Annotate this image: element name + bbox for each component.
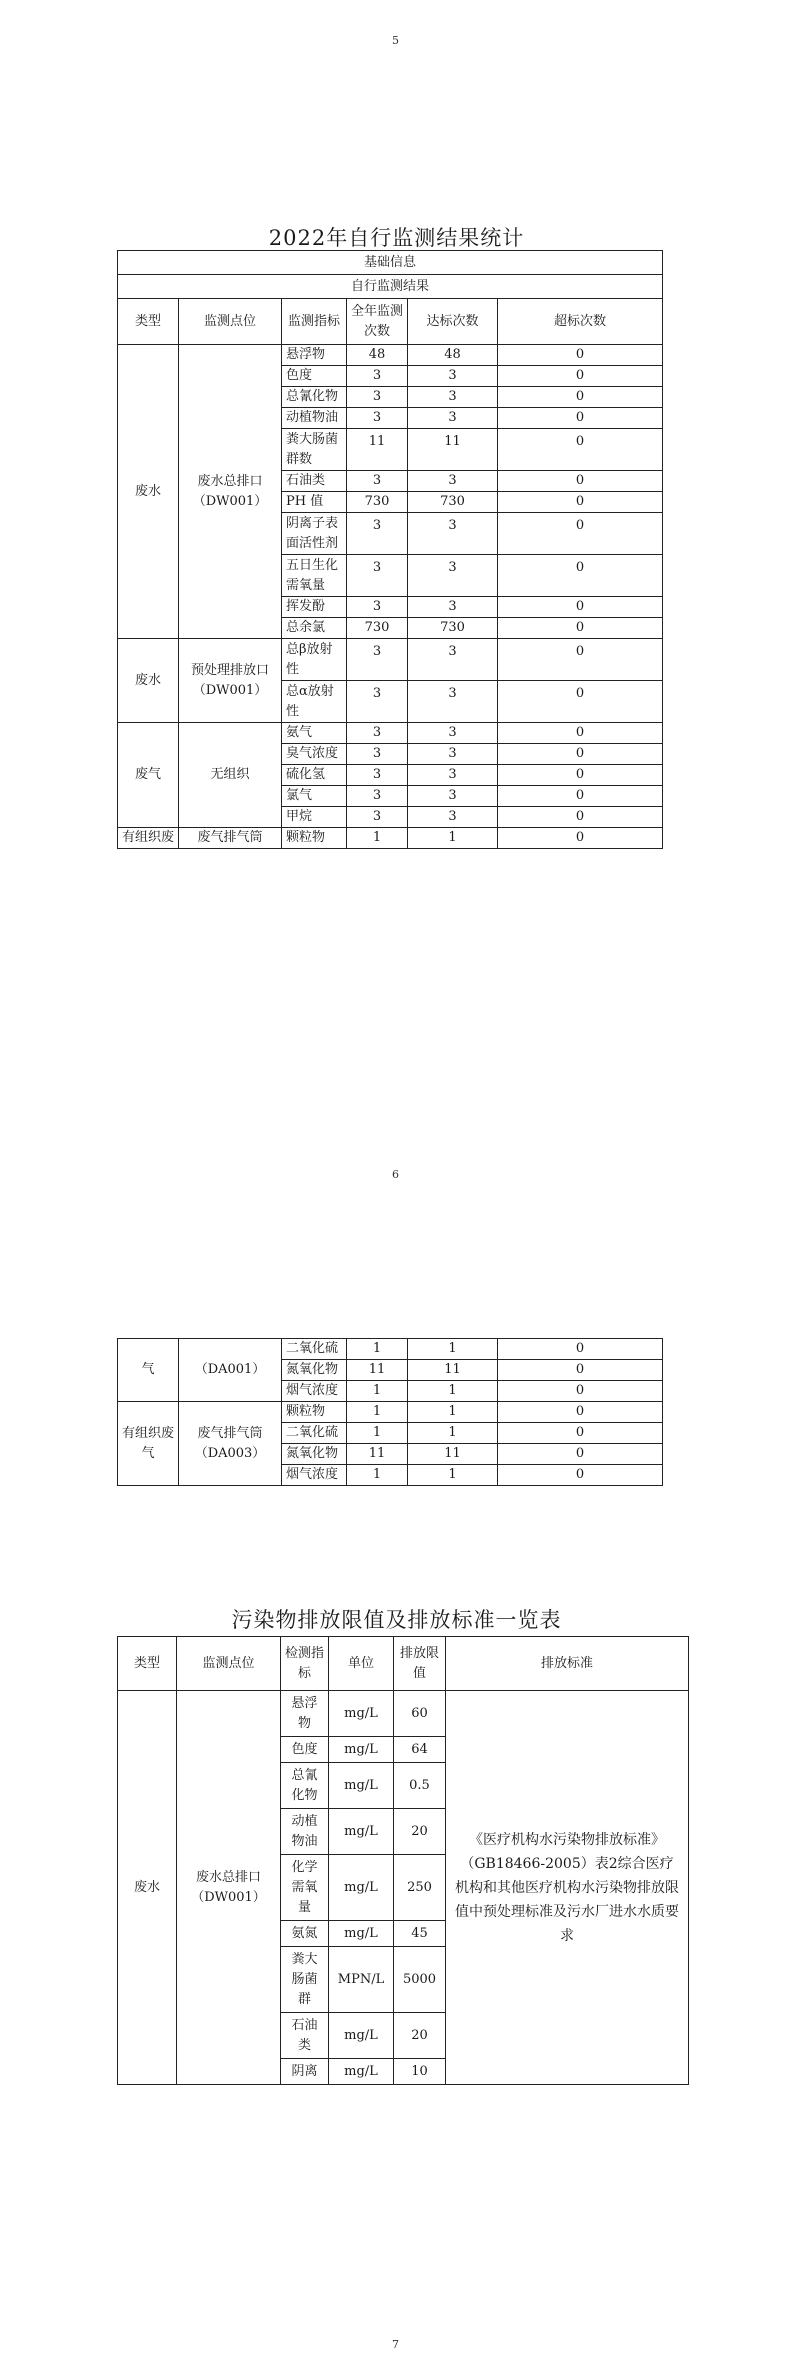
exceed-count-cell: 0 xyxy=(498,807,663,828)
column-header: 全年监测次数 xyxy=(347,299,408,345)
pass-count-cell: 3 xyxy=(408,513,498,555)
indicator-cell: 颗粒物 xyxy=(282,1402,347,1423)
type-cell: 废水 xyxy=(118,345,179,639)
indicator-cell: 动植物油 xyxy=(282,408,347,429)
table-row xyxy=(118,723,663,744)
indicator-cell: 五日生化需氧量 xyxy=(282,555,347,597)
limit-cell: 5000 xyxy=(394,1947,446,2013)
total-count-cell: 1 xyxy=(347,1423,408,1444)
monitoring-result-header: 自行监测结果 xyxy=(118,275,663,299)
pass-count-cell: 3 xyxy=(408,723,498,744)
indicator-cell: 总β放射性 xyxy=(282,639,347,681)
total-count-cell: 3 xyxy=(347,723,408,744)
indicator-cell: 粪大 肠菌 群 xyxy=(281,1947,329,2013)
pass-count-cell: 3 xyxy=(408,366,498,387)
column-header: 排放标准 xyxy=(446,1637,689,1691)
indicator-cell: 动植 物油 xyxy=(281,1809,329,1855)
emission-limits-table xyxy=(117,1636,689,2085)
site-cell: 废水总排口 （DW001） xyxy=(179,345,282,639)
total-count-cell: 3 xyxy=(347,387,408,408)
limit-cell: 250 xyxy=(394,1855,446,1921)
type-cell: 废气 xyxy=(118,723,179,828)
exceed-count-cell: 0 xyxy=(498,1444,663,1465)
total-count-cell: 1 xyxy=(347,1339,408,1360)
unit-cell: mg/L xyxy=(329,1855,394,1921)
pass-count-cell: 48 xyxy=(408,345,498,366)
pass-count-cell: 730 xyxy=(408,618,498,639)
total-count-cell: 1 xyxy=(347,1402,408,1423)
exceed-count-cell: 0 xyxy=(498,387,663,408)
table2-title: 污染物排放限值及排放标准一览表 xyxy=(231,1608,562,1632)
pass-count-cell: 3 xyxy=(408,765,498,786)
indicator-cell: PH 值 xyxy=(282,492,347,513)
indicator-cell: 粪大肠菌群数 xyxy=(282,429,347,471)
indicator-cell: 阴离 xyxy=(281,2059,329,2085)
pass-count-cell: 3 xyxy=(408,744,498,765)
total-count-cell: 3 xyxy=(347,744,408,765)
exceed-count-cell: 0 xyxy=(498,1423,663,1444)
table-header-row xyxy=(118,299,663,345)
table-row xyxy=(118,1691,689,1737)
site-cell: （DA001） xyxy=(179,1339,282,1402)
indicator-cell: 氯气 xyxy=(282,786,347,807)
pass-count-cell: 730 xyxy=(408,492,498,513)
total-count-cell: 11 xyxy=(347,1360,408,1381)
total-count-cell: 1 xyxy=(347,1465,408,1486)
exceed-count-cell: 0 xyxy=(498,1360,663,1381)
exceed-count-cell: 0 xyxy=(498,744,663,765)
pass-count-cell: 3 xyxy=(408,807,498,828)
column-header: 监测点位 xyxy=(177,1637,281,1691)
unit-cell: mg/L xyxy=(329,1921,394,1947)
column-header: 超标次数 xyxy=(498,299,663,345)
type-cell: 有组织废 气 xyxy=(118,1402,179,1486)
limit-cell: 10 xyxy=(394,2059,446,2085)
column-header: 达标次数 xyxy=(408,299,498,345)
limit-cell: 20 xyxy=(394,2013,446,2059)
unit-cell: mg/L xyxy=(329,1763,394,1809)
page-number: 7 xyxy=(392,2338,399,2351)
site-cell: 废水总排口 （DW001） xyxy=(177,1691,281,2085)
limit-cell: 64 xyxy=(394,1737,446,1763)
monitoring-results-body xyxy=(118,251,663,849)
indicator-cell: 氨氮 xyxy=(281,1921,329,1947)
pass-count-cell: 3 xyxy=(408,597,498,618)
exceed-count-cell: 0 xyxy=(498,618,663,639)
column-header: 排放限值 xyxy=(394,1637,446,1691)
exceed-count-cell: 0 xyxy=(498,681,663,723)
pass-count-cell: 11 xyxy=(408,1444,498,1465)
limit-cell: 60 xyxy=(394,1691,446,1737)
exceed-count-cell: 0 xyxy=(498,597,663,618)
total-count-cell: 3 xyxy=(347,639,408,681)
pass-count-cell: 3 xyxy=(408,471,498,492)
pass-count-cell: 1 xyxy=(408,1465,498,1486)
exceed-count-cell: 0 xyxy=(498,408,663,429)
pass-count-cell: 3 xyxy=(408,786,498,807)
page-number: 5 xyxy=(392,34,399,47)
limit-cell: 45 xyxy=(394,1921,446,1947)
pass-count-cell: 3 xyxy=(408,555,498,597)
indicator-cell: 阴离子表面活性剂 xyxy=(282,513,347,555)
indicator-cell: 甲烷 xyxy=(282,807,347,828)
column-header: 检测指标 xyxy=(281,1637,329,1691)
total-count-cell: 11 xyxy=(347,429,408,471)
indicator-cell: 烟气浓度 xyxy=(282,1381,347,1402)
monitoring-results-table xyxy=(117,250,663,849)
monitoring-results-continued-body xyxy=(118,1339,663,1486)
indicator-cell: 烟气浓度 xyxy=(282,1465,347,1486)
emission-limits-body xyxy=(118,1637,689,2085)
pass-count-cell: 11 xyxy=(408,429,498,471)
limit-cell: 20 xyxy=(394,1809,446,1855)
total-count-cell: 3 xyxy=(347,807,408,828)
total-count-cell: 730 xyxy=(347,492,408,513)
indicator-cell: 总余氯 xyxy=(282,618,347,639)
table-row xyxy=(118,1339,663,1360)
pass-count-cell: 3 xyxy=(408,408,498,429)
total-count-cell: 3 xyxy=(347,471,408,492)
indicator-cell: 色度 xyxy=(281,1737,329,1763)
total-count-cell: 3 xyxy=(347,786,408,807)
column-header: 单位 xyxy=(329,1637,394,1691)
pass-count-cell: 3 xyxy=(408,639,498,681)
pass-count-cell: 1 xyxy=(408,1423,498,1444)
table-row xyxy=(118,828,663,849)
site-cell: 预处理排放口 （DW001） xyxy=(179,639,282,723)
basic-info-header: 基础信息 xyxy=(118,251,663,275)
indicator-cell: 氨气 xyxy=(282,723,347,744)
site-cell: 废气排气筒 （DA003） xyxy=(179,1402,282,1486)
unit-cell: mg/L xyxy=(329,2013,394,2059)
page-number: 6 xyxy=(392,1168,399,1181)
column-header: 监测点位 xyxy=(179,299,282,345)
site-cell: 废气排气筒 xyxy=(179,828,282,849)
limit-cell: 0.5 xyxy=(394,1763,446,1809)
site-cell: 无组织 xyxy=(179,723,282,828)
indicator-cell: 氮氧化物 xyxy=(282,1360,347,1381)
exceed-count-cell: 0 xyxy=(498,828,663,849)
total-count-cell: 730 xyxy=(347,618,408,639)
indicator-cell: 臭气浓度 xyxy=(282,744,347,765)
exceed-count-cell: 0 xyxy=(498,1465,663,1486)
exceed-count-cell: 0 xyxy=(498,366,663,387)
type-cell: 废水 xyxy=(118,1691,177,2085)
exceed-count-cell: 0 xyxy=(498,471,663,492)
indicator-cell: 二氧化硫 xyxy=(282,1423,347,1444)
indicator-cell: 化学 需氧 量 xyxy=(281,1855,329,1921)
type-cell: 有组织废 xyxy=(118,828,179,849)
monitoring-results-table-continued xyxy=(117,1338,663,1486)
exceed-count-cell: 0 xyxy=(498,639,663,681)
exceed-count-cell: 0 xyxy=(498,513,663,555)
exceed-count-cell: 0 xyxy=(498,765,663,786)
table-row xyxy=(118,639,663,681)
exceed-count-cell: 0 xyxy=(498,1381,663,1402)
total-count-cell: 3 xyxy=(347,681,408,723)
indicator-cell: 悬浮 物 xyxy=(281,1691,329,1737)
pass-count-cell: 1 xyxy=(408,828,498,849)
total-count-cell: 3 xyxy=(347,513,408,555)
unit-cell: mg/L xyxy=(329,1737,394,1763)
type-cell: 气 xyxy=(118,1339,179,1402)
indicator-cell: 颗粒物 xyxy=(282,828,347,849)
pass-count-cell: 3 xyxy=(408,681,498,723)
indicator-cell: 总氰化物 xyxy=(282,387,347,408)
column-header: 类型 xyxy=(118,299,179,345)
indicator-cell: 总氰 化物 xyxy=(281,1763,329,1809)
pass-count-cell: 1 xyxy=(408,1381,498,1402)
total-count-cell: 3 xyxy=(347,597,408,618)
indicator-cell: 色度 xyxy=(282,366,347,387)
total-count-cell: 11 xyxy=(347,1444,408,1465)
unit-cell: mg/L xyxy=(329,1809,394,1855)
total-count-cell: 48 xyxy=(347,345,408,366)
pass-count-cell: 1 xyxy=(408,1402,498,1423)
table-row xyxy=(118,345,663,366)
indicator-cell: 石油类 xyxy=(282,471,347,492)
exceed-count-cell: 0 xyxy=(498,1339,663,1360)
exceed-count-cell: 0 xyxy=(498,492,663,513)
total-count-cell: 1 xyxy=(347,828,408,849)
indicator-cell: 悬浮物 xyxy=(282,345,347,366)
standard-cell: 《医疗机构水污染物排放标准》（GB18466-2005）表2综合医疗机构和其他医疗机构水污染物排放限值中预处理标准及污水厂进水水质要求 xyxy=(446,1691,689,2085)
exceed-count-cell: 0 xyxy=(498,345,663,366)
exceed-count-cell: 0 xyxy=(498,429,663,471)
indicator-cell: 挥发酚 xyxy=(282,597,347,618)
indicator-cell: 硫化氢 xyxy=(282,765,347,786)
exceed-count-cell: 0 xyxy=(498,786,663,807)
total-count-cell: 3 xyxy=(347,366,408,387)
total-count-cell: 3 xyxy=(347,765,408,786)
total-count-cell: 3 xyxy=(347,408,408,429)
unit-cell: MPN/L xyxy=(329,1947,394,2013)
indicator-cell: 氮氧化物 xyxy=(282,1444,347,1465)
pass-count-cell: 1 xyxy=(408,1339,498,1360)
table-row xyxy=(118,1402,663,1423)
indicator-cell: 石油 类 xyxy=(281,2013,329,2059)
unit-cell: mg/L xyxy=(329,1691,394,1737)
exceed-count-cell: 0 xyxy=(498,723,663,744)
exceed-count-cell: 0 xyxy=(498,555,663,597)
table1-title: 2022年自行监测结果统计 xyxy=(268,226,525,250)
unit-cell: mg/L xyxy=(329,2059,394,2085)
total-count-cell: 3 xyxy=(347,555,408,597)
indicator-cell: 总α放射性 xyxy=(282,681,347,723)
total-count-cell: 1 xyxy=(347,1381,408,1402)
type-cell: 废水 xyxy=(118,639,179,723)
indicator-cell: 二氧化硫 xyxy=(282,1339,347,1360)
column-header: 类型 xyxy=(118,1637,177,1691)
column-header: 监测指标 xyxy=(282,299,347,345)
table-header-row xyxy=(118,1637,689,1691)
pass-count-cell: 3 xyxy=(408,387,498,408)
exceed-count-cell: 0 xyxy=(498,1402,663,1423)
pass-count-cell: 11 xyxy=(408,1360,498,1381)
